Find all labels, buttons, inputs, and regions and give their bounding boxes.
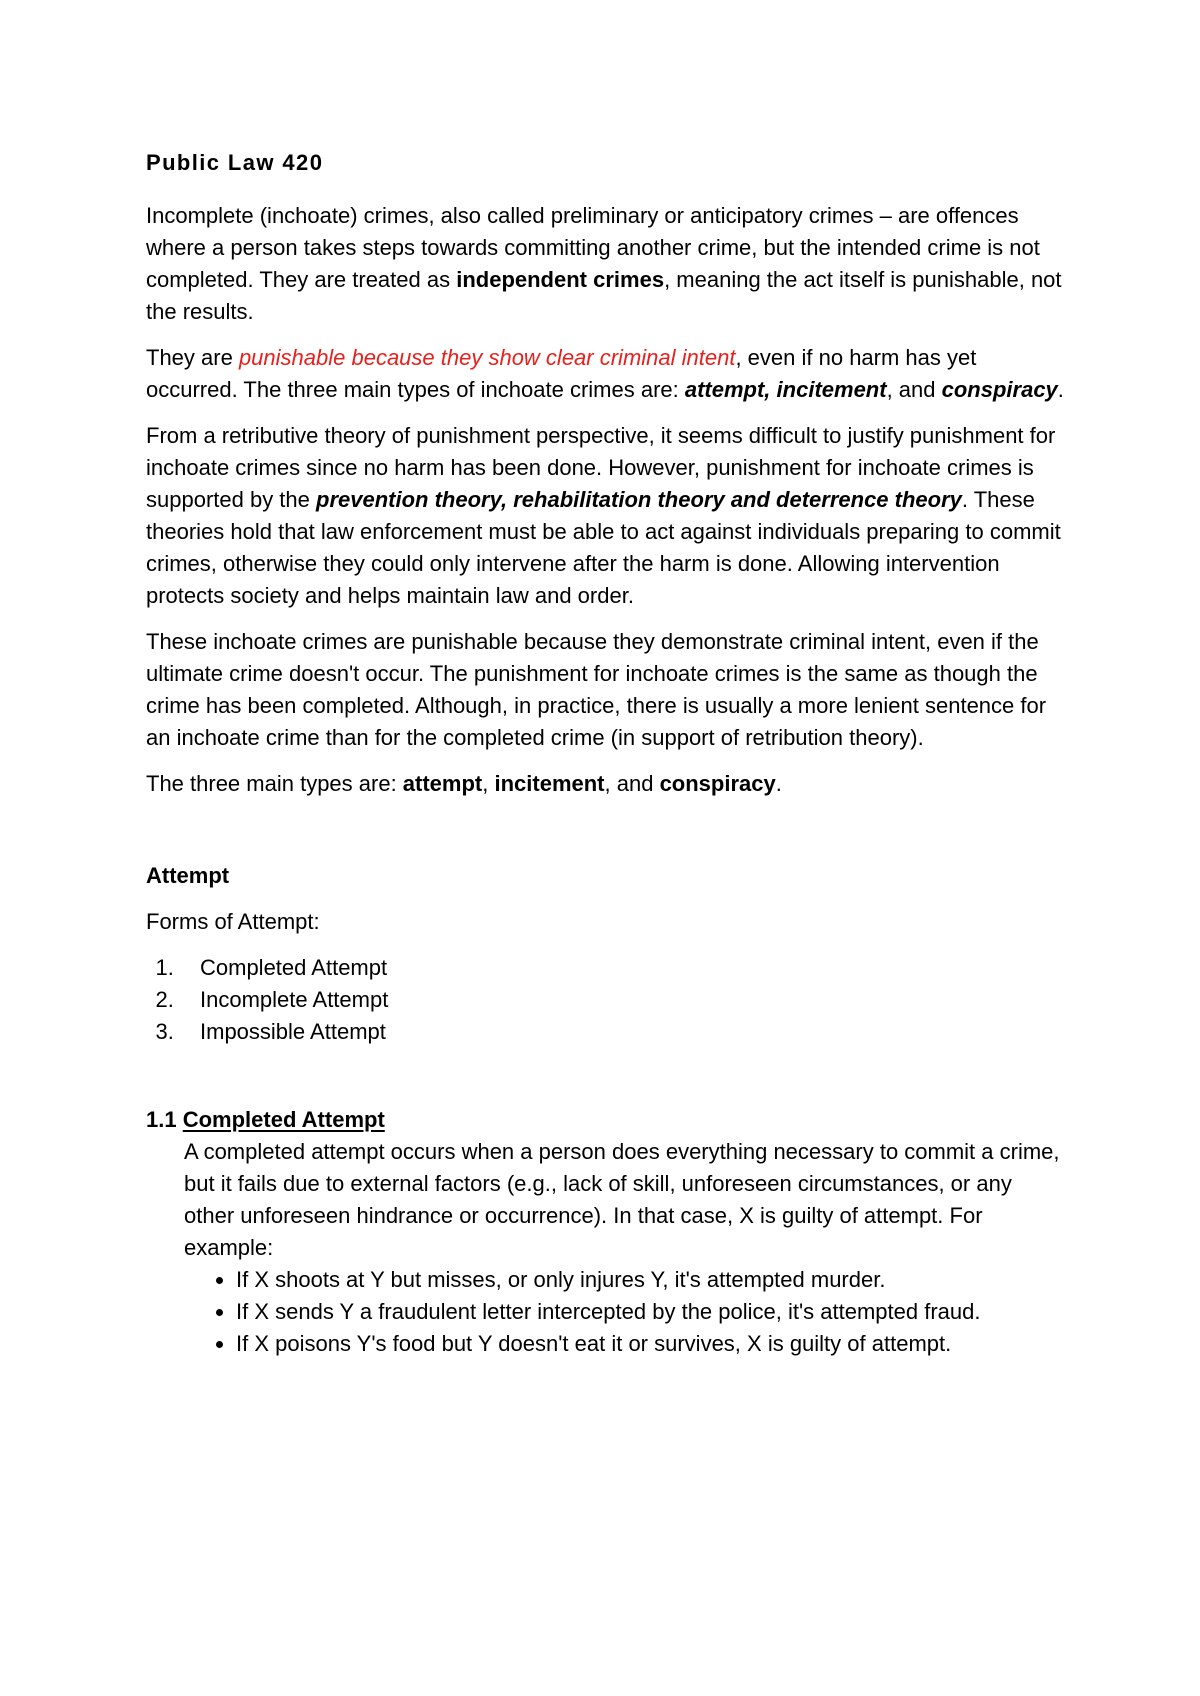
highlighted-phrase: punishable because they show clear criminal intent: [238, 345, 736, 370]
page-title: Public Law 420: [146, 150, 324, 175]
intent-paragraph: They are punishable because they show clear criminal intent, even if no harm has yet occurred. The three main types of inchoate crimes are: attempt, incitement, and conspiracy.: [146, 345, 1064, 402]
forms-list: [146, 952, 1080, 1048]
bold-term: attempt,: [684, 377, 771, 402]
bold-term: conspiracy: [941, 377, 1058, 402]
list-item: • If X poisons Y's food but Y doesn't eat it or survives, X is guilty of attempt.: [236, 1328, 1066, 1360]
section-text: A completed attempt occurs when a person does everything necessary to commit a crime, but it fails due to external factors (e.g., lack of skill, unforeseen circumstances, or any other unforeseen hindrance or occurrence). In that case, X is guilty of attempt. For example:: [184, 1139, 1060, 1260]
spacer: [146, 1048, 1080, 1104]
forms-label: Forms of Attempt:: [146, 909, 320, 934]
bold-term: incitement: [494, 771, 605, 796]
section-title: Completed Attempt: [182, 1107, 385, 1132]
bold-term: attempt: [402, 771, 483, 796]
list-item: 3. Impossible Attempt: [180, 1016, 1080, 1048]
examples-list: [184, 1264, 1066, 1360]
bold-term: conspiracy: [659, 771, 776, 796]
punishment-paragraph: These inchoate crimes are punishable because they demonstrate criminal intent, even if the ultimate crime doesn't occur. The punishment for inchoate crimes is the same as though the crime has been completed. Although, in practice, there is usually a more lenient sentence for an inchoate crime than for the completed crime (in support of retribution theory).: [146, 629, 1047, 750]
list-item: • If X sends Y a fraudulent letter intercepted by the police, it's attempted fraud.: [236, 1296, 1066, 1328]
attempt-heading: Attempt: [146, 863, 230, 888]
bold-term: prevention theory, rehabilitation theory and deterrence theory: [316, 487, 962, 512]
list-item: 1. Completed Attempt: [180, 952, 1080, 984]
theory-paragraph: From a retributive theory of punishment perspective, it seems difficult to justify punishment for inchoate crimes since no harm has been done. However, punishment for inchoate crimes is supported by the prevention theory, rehabilitation theory and deterrence theory. These theories hold that law enforcement must be able to act against individuals preparing to commit crimes, otherwise they could only intervene after the harm is done. Allowing intervention protects society and helps maintain law and order.: [146, 423, 1061, 608]
list-item: 2. Incomplete Attempt: [180, 984, 1080, 1016]
section-heading: 1.1 Completed Attempt: [146, 1107, 385, 1132]
types-paragraph: The three main types are: attempt, incitement, and conspiracy.: [146, 771, 782, 796]
bold-term: independent crimes: [456, 267, 665, 292]
intro-paragraph: Incomplete (inchoate) crimes, also called preliminary or anticipatory crimes – are offences where a person takes steps towards committing another crime, but the intended crime is not completed. They are treated as independent crimes, meaning the act itself is punishable, not the results.: [146, 203, 1062, 324]
bold-term: incitement: [776, 377, 887, 402]
list-item: • If X shoots at Y but misses, or only injures Y, it's attempted murder.: [236, 1264, 1066, 1296]
spacer: [146, 814, 1080, 860]
